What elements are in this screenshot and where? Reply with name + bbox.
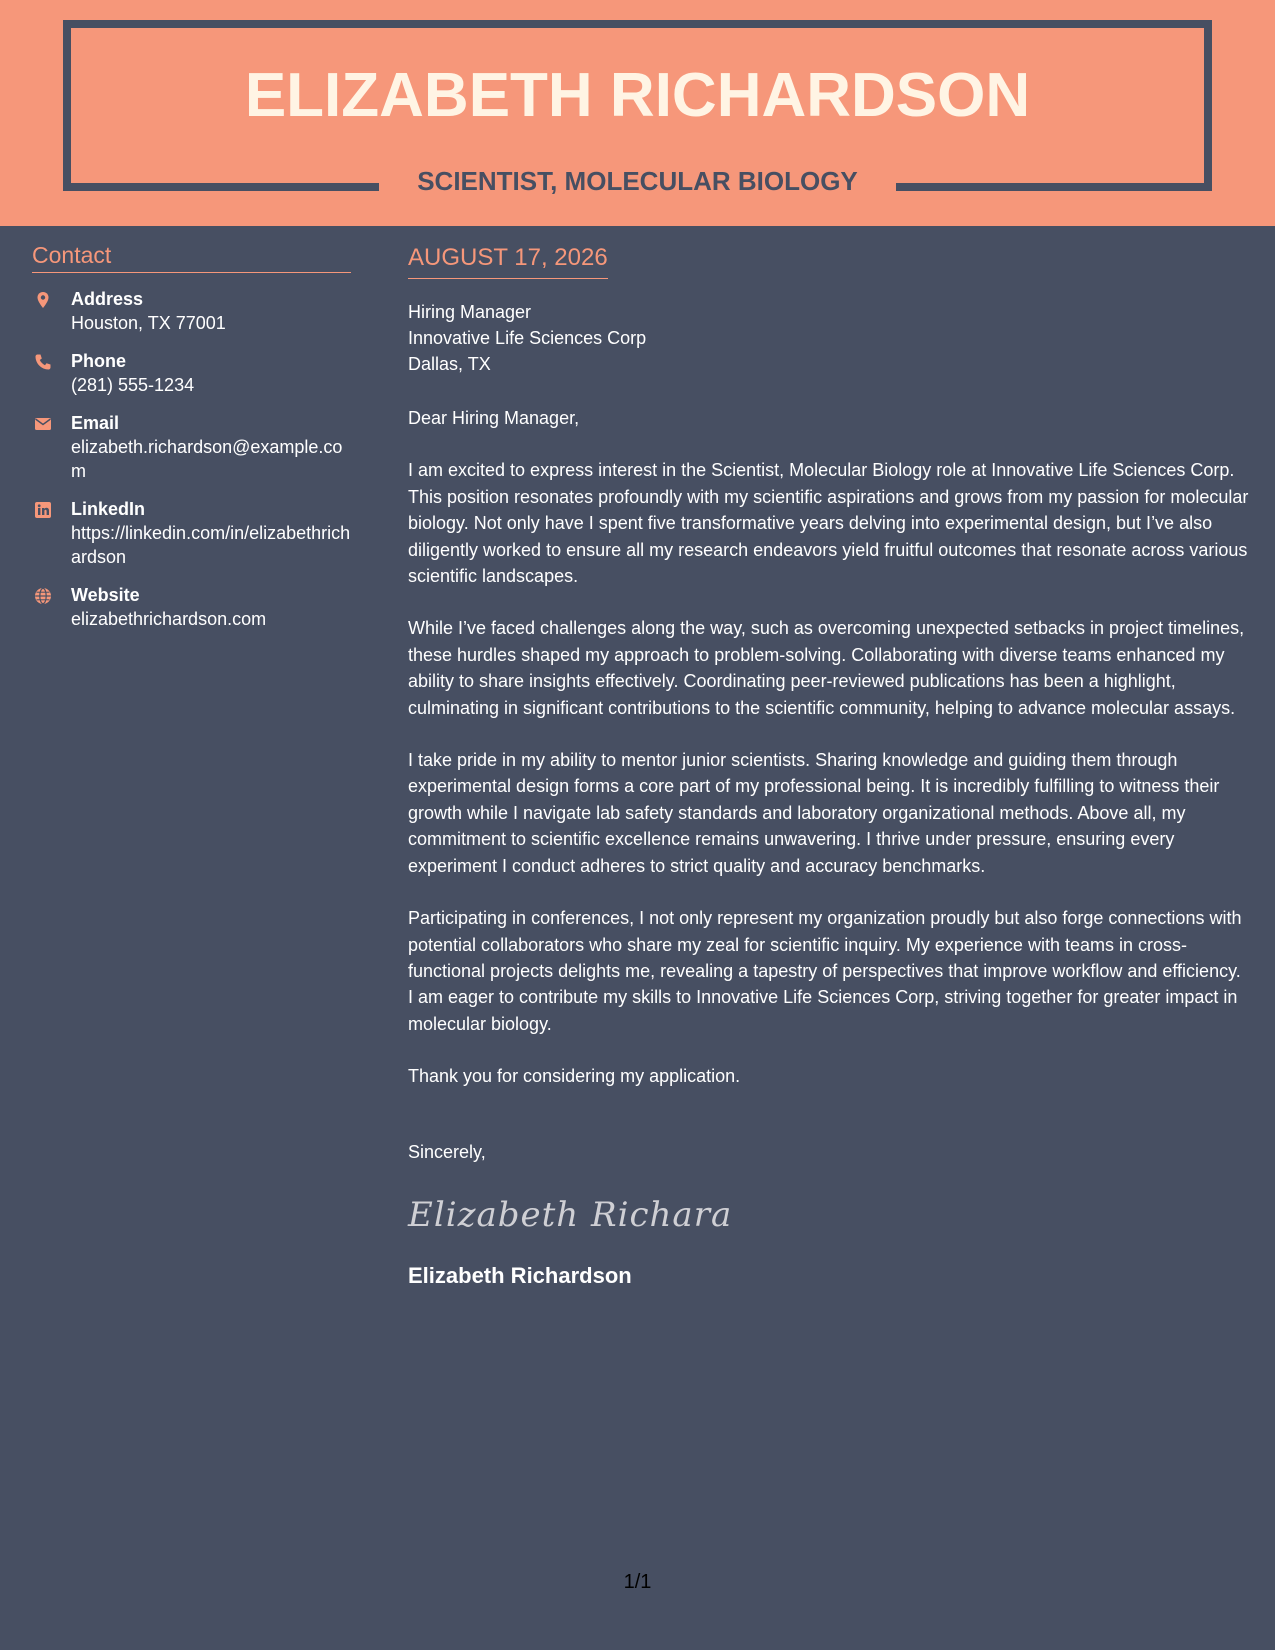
contact-item-linkedin: [32, 497, 351, 569]
letter-thanks: Thank you for considering my application.: [408, 1066, 741, 1087]
contact-sidebar: [32, 242, 351, 631]
contact-value: elizabethrichardson.com: [71, 609, 267, 629]
contact-label: Website: [71, 585, 140, 605]
contact-value: Houston, TX 77001: [71, 313, 226, 333]
contact-label: Address: [71, 289, 144, 309]
frame-border-bottom-right: [896, 183, 1212, 191]
frame-border-bottom-left: [63, 183, 379, 191]
contact-item-address: [32, 287, 351, 335]
letter-paragraph: I am excited to express interest in the Scientist, Molecular Biology role at Innovative Life Sciences Corp. This position resonates profoundly with my scientific aspirations and grows from my passion for molecular biology. Not only have I spent five transformative years delving into experimental design, but I’ve also diligently worked to ensure all my research endeavors yield fruitful outcomes that resonate across various scientific landscapes.: [408, 460, 1249, 587]
recipient-line: Innovative Life Sciences Corp: [408, 328, 647, 348]
contact-label: Email: [71, 413, 120, 433]
frame-border-top: [63, 20, 1212, 28]
letter-paragraph: While I’ve faced challenges along the way, such as overcoming unexpected setbacks in project timelines, these hurdles shaped my approach to problem-solving. Collaborating with diverse teams enhanced my ability to share insights effectively. Coordinating peer-reviewed publications has been a highlight, culminating in significant contributions to the scientific community, helping to advance molecular assays.: [408, 618, 1245, 718]
letter-body: [408, 244, 1250, 1289]
contact-item-phone: [32, 349, 351, 397]
header-banner: [0, 0, 1275, 226]
recipient-block: [408, 299, 1250, 377]
letter-date: AUGUST 17, 2026: [408, 244, 608, 279]
handwritten-signature: Elizabeth Richara: [408, 1194, 733, 1235]
contact-value: elizabeth.richardson@example.com: [71, 437, 343, 481]
letter-closing: Sincerely,: [408, 1141, 486, 1162]
job-title: SCIENTIST, MOLECULAR BIOLOGY: [417, 166, 858, 196]
signer-name: Elizabeth Richardson: [408, 1262, 632, 1288]
letter-greeting: Dear Hiring Manager,: [408, 408, 580, 428]
envelope-icon: [34, 415, 52, 433]
contact-label: LinkedIn: [71, 499, 146, 519]
contact-item-email: [32, 411, 351, 483]
letter-paragraph: I take pride in my ability to mentor junior scientists. Sharing knowledge and guiding them through experimental design forms a core part of my professional being. It is incredibly fulfilling to witness their growth while I navigate lab safety standards and laboratory organizational methods. Above all, my commitment to scientific excellence remains unwavering. I thrive under pressure, ensuring every experiment I conduct adheres to strict quality and accuracy benchmarks.: [408, 750, 1220, 876]
frame-border-left: [63, 20, 71, 191]
contact-value: (281) 555-1234: [71, 375, 195, 395]
page-number: 1/1: [623, 1571, 652, 1593]
globe-icon: [34, 587, 52, 605]
frame-border-right: [1204, 20, 1212, 191]
letter-paragraph: Participating in conferences, I not only represent my organization proudly but also forge connections with potential collaborators who share my zeal for scientific inquiry. My experience with teams in cross-functional projects delights me, revealing a tapestry of perspectives that improve workflow and efficiency. I am eager to contribute my skills to Innovative Life Sciences Corp, striving together for greater impact in molecular biology.: [408, 908, 1242, 1034]
recipient-line: Hiring Manager: [408, 302, 532, 322]
contact-label: Phone: [71, 351, 127, 371]
contact-heading: Contact: [32, 242, 351, 273]
applicant-name: ELIZABETH RICHARDSON: [244, 61, 1031, 130]
phone-icon: [34, 353, 52, 371]
map-pin-icon: [34, 291, 52, 309]
recipient-line: Dallas, TX: [408, 354, 491, 374]
linkedin-icon: [34, 501, 52, 519]
contact-value: https://linkedin.com/in/elizabethrichardson: [71, 523, 351, 567]
contact-item-website: [32, 583, 351, 631]
